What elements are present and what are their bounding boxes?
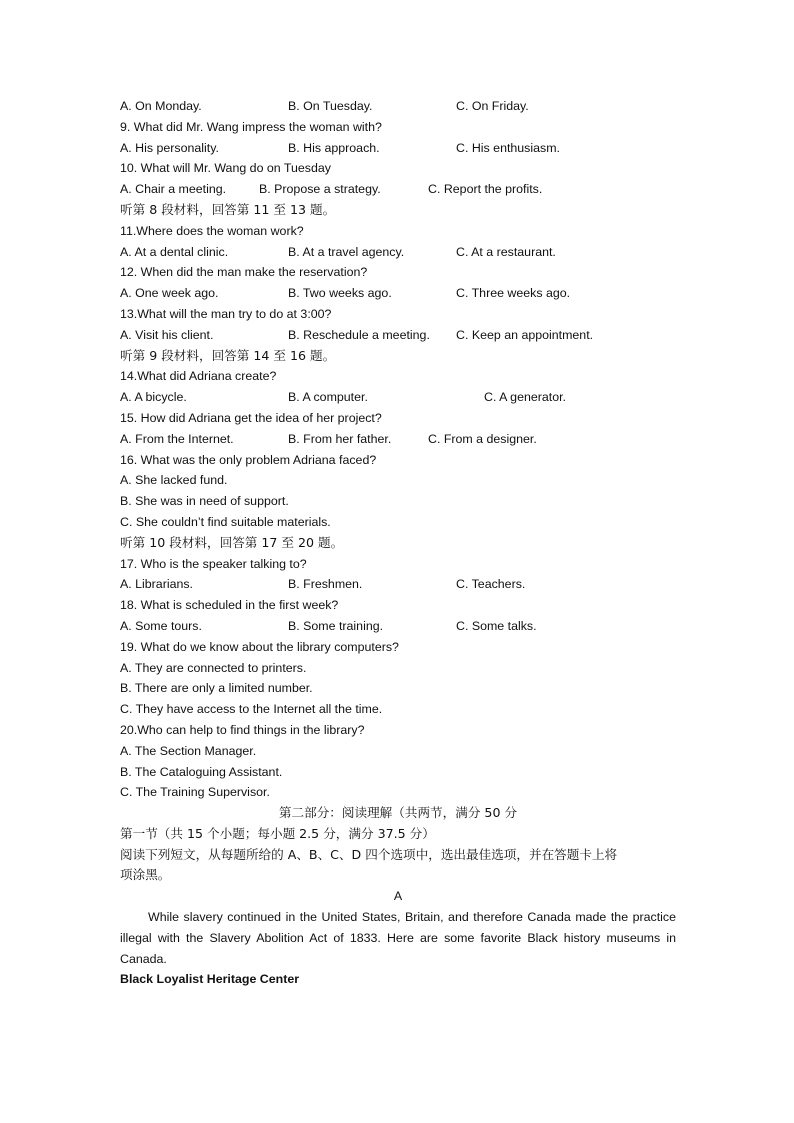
question-18: 18. What is scheduled in the first week? bbox=[120, 598, 339, 613]
section-8-instruction: 听第 8 段材料，回答第 11 至 13 题。 bbox=[120, 201, 336, 217]
question-13: 13.What will the man try to do at 3:00? bbox=[120, 306, 332, 321]
q13-option-a: A. Visit his client. bbox=[120, 327, 214, 342]
q14-options bbox=[120, 387, 676, 408]
q18-option-c: C. Some talks. bbox=[456, 618, 537, 633]
q9-option-a: A. His personality. bbox=[120, 140, 219, 155]
question-9: 9. What did Mr. Wang impress the woman with? bbox=[120, 119, 382, 134]
question-12: 12. When did the man make the reservation? bbox=[120, 265, 368, 280]
q14-option-b: B. A computer. bbox=[288, 390, 368, 405]
passage-paragraph: While slavery continued in the United States, Britain, and therefore Canada made the practice illegal with the Slavery Abolition Act of 1833. Here are some favorite Black history museums in Canada. bbox=[120, 910, 676, 966]
q11-option-b: B. At a travel agency. bbox=[288, 244, 405, 259]
q9-option-b: B. His approach. bbox=[288, 140, 380, 155]
passage-label: A bbox=[393, 889, 403, 904]
q18-option-b: B. Some training. bbox=[288, 618, 384, 633]
question-17: 17. Who is the speaker talking to? bbox=[120, 556, 307, 571]
q17-option-b: B. Freshmen. bbox=[288, 577, 363, 592]
question-19: 19. What do we know about the library computers? bbox=[120, 639, 399, 654]
q12-options bbox=[120, 283, 676, 304]
q19-option-c: C. They have access to the Internet all the time. bbox=[120, 702, 383, 717]
q13-option-c: C. Keep an appointment. bbox=[456, 327, 594, 342]
q19-option-a: A. They are connected to printers. bbox=[120, 660, 307, 675]
q17-option-c: C. Teachers. bbox=[456, 577, 526, 592]
q8-option-a: A. On Monday. bbox=[120, 99, 202, 113]
q8-option-c: C. On Friday. bbox=[456, 99, 529, 113]
question-15: 15. How did Adriana get the idea of her project? bbox=[120, 410, 382, 425]
q11-options bbox=[120, 242, 676, 263]
q8-option-b: B. On Tuesday. bbox=[288, 99, 373, 113]
reading-part-title: 第二部分：阅读理解（共两节，满分 50 分 bbox=[278, 805, 518, 821]
q11-option-a: A. At a dental clinic. bbox=[120, 244, 229, 259]
q17-option-a: A. Librarians. bbox=[120, 577, 194, 592]
q20-option-b: B. The Cataloguing Assistant. bbox=[120, 764, 283, 779]
q9-option-c: C. His enthusiasm. bbox=[456, 140, 560, 155]
q18-option-a: A. Some tours. bbox=[120, 618, 202, 633]
reading-section-title: 第一节（共 15 个小题；每小题 2.5 分，满分 37.5 分） bbox=[120, 825, 435, 841]
q20-option-a: A. The Section Manager. bbox=[120, 743, 257, 758]
q17-options bbox=[120, 574, 676, 595]
q10-option-c: C. Report the profits. bbox=[428, 182, 543, 197]
q15-option-a: A. From the Internet. bbox=[120, 431, 234, 446]
question-14: 14.What did Adriana create? bbox=[120, 369, 277, 384]
question-20: 20.Who can help to find things in the library? bbox=[120, 722, 365, 737]
section-9-instruction: 听第 9 段材料，回答第 14 至 16 题。 bbox=[120, 347, 336, 363]
passage-heading: Black Loyalist Heritage Center bbox=[120, 972, 300, 987]
q12-option-a: A. One week ago. bbox=[120, 286, 219, 301]
q14-option-c: C. A generator. bbox=[484, 390, 566, 405]
q18-options bbox=[120, 616, 676, 637]
section-10-instruction: 听第 10 段材料，回答第 17 至 20 题。 bbox=[120, 534, 344, 550]
q15-option-c: C. From a designer. bbox=[428, 431, 537, 446]
q15-option-b: B. From her father. bbox=[288, 431, 392, 446]
q12-option-b: B. Two weeks ago. bbox=[288, 286, 392, 301]
q16-option-a: A. She lacked fund. bbox=[120, 473, 228, 488]
q15-options bbox=[120, 429, 676, 450]
q12-option-c: C. Three weeks ago. bbox=[456, 286, 571, 301]
q14-option-a: A. A bicycle. bbox=[120, 390, 187, 405]
q13-options bbox=[120, 325, 676, 346]
q19-option-b: B. There are only a limited number. bbox=[120, 681, 313, 696]
q16-option-c: C. She couldn’t find suitable materials. bbox=[120, 514, 331, 529]
question-10: 10. What will Mr. Wang do on Tuesday bbox=[120, 161, 331, 176]
question-16: 16. What was the only problem Adriana faced? bbox=[120, 452, 377, 467]
q10-option-a: A. Chair a meeting. bbox=[120, 182, 227, 197]
q10-options bbox=[120, 179, 676, 200]
q10-option-b: B. Propose a strategy. bbox=[259, 182, 381, 197]
q16-option-b: B. She was in need of support. bbox=[120, 494, 289, 509]
exam-page bbox=[120, 96, 676, 990]
q20-option-c: C. The Training Supervisor. bbox=[120, 785, 270, 800]
q8-options bbox=[120, 96, 676, 117]
q13-option-b: B. Reschedule a meeting. bbox=[288, 327, 430, 342]
reading-instruction-line-2: 项涂黑。 bbox=[120, 867, 171, 883]
reading-instruction-line-1: 阅读下列短文，从每题所给的 A、B、C、D 四个选项中，选出最佳选项，并在答题卡上将 bbox=[120, 846, 618, 862]
q11-option-c: C. At a restaurant. bbox=[456, 244, 556, 259]
q9-options bbox=[120, 138, 676, 159]
question-11: 11.Where does the woman work? bbox=[120, 223, 304, 238]
